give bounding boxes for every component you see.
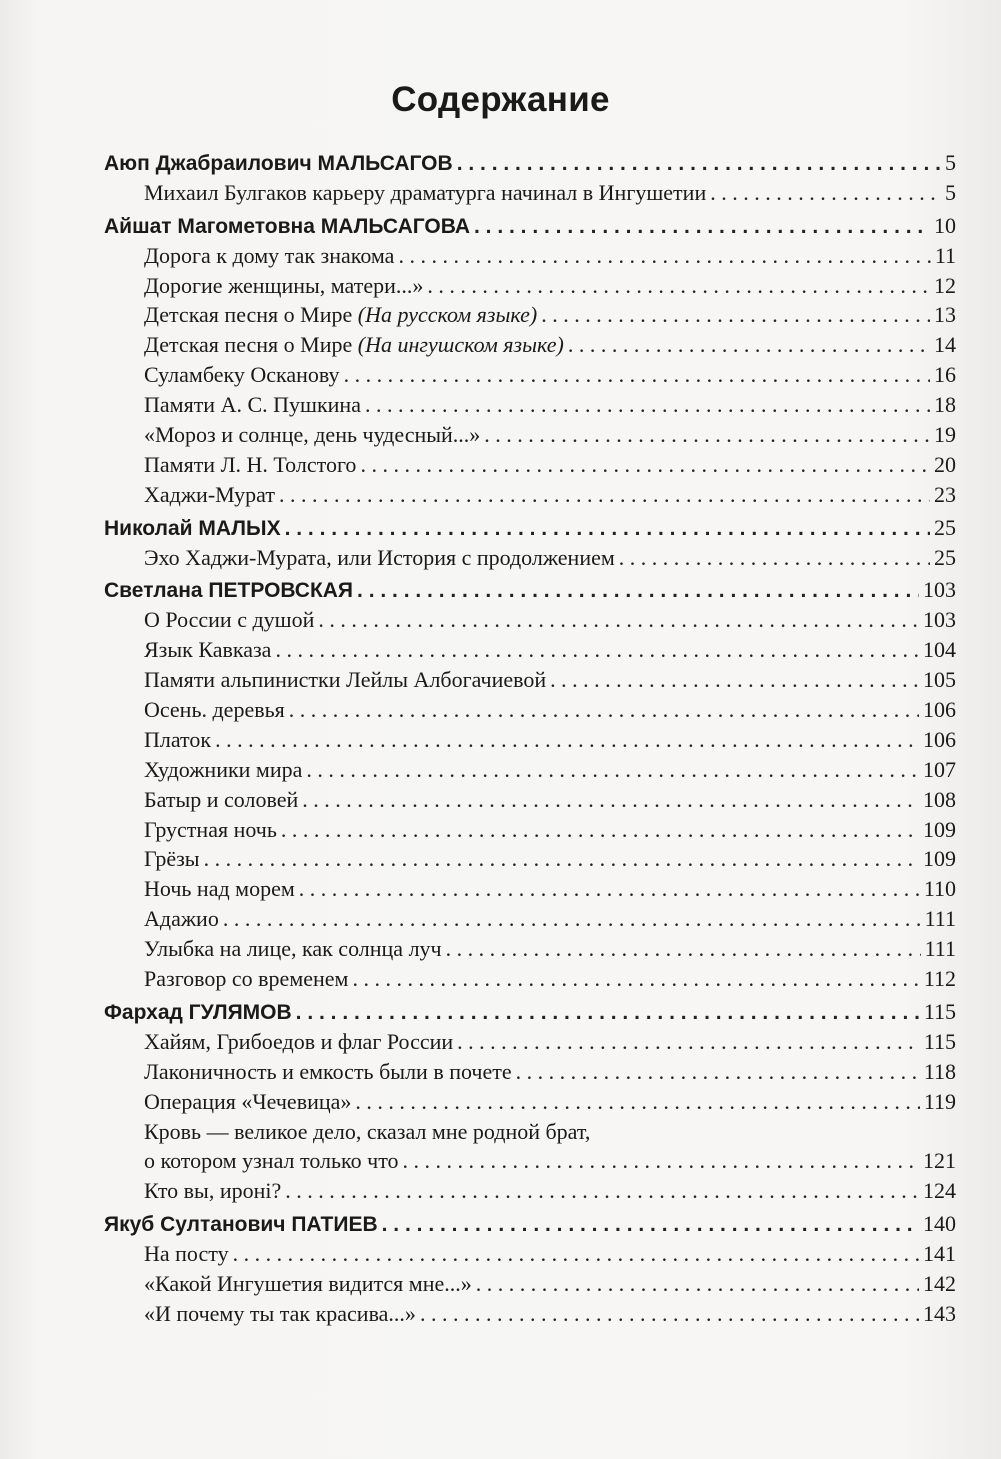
toc-entry-text: Дорогие женщины, матери...» [144, 272, 424, 298]
dot-leader [619, 543, 930, 573]
toc-page-number: 5 [945, 150, 956, 175]
toc-entry-text: Памяти А. С. Пушкина [144, 392, 361, 418]
toc-entry-title [104, 576, 353, 605]
toc-page-number: 5 [945, 179, 956, 205]
toc-entry-text: Адажио [144, 906, 219, 932]
toc-work-entry [104, 785, 956, 815]
toc-work-entry [104, 450, 956, 480]
toc-page-number: 109 [923, 816, 956, 842]
toc-entry-title [144, 360, 340, 390]
toc-page-number: 142 [923, 1270, 956, 1296]
toc-entry-title [104, 212, 470, 241]
toc-page-number: 25 [934, 544, 956, 570]
toc-page-number: 19 [934, 422, 956, 448]
toc-work-entry [104, 178, 956, 208]
toc-entry-text: Улыбка на лице, как солнца луч [144, 936, 442, 962]
toc-page-number: 10 [934, 212, 956, 238]
dot-leader [550, 665, 919, 695]
toc-entry-title [104, 1210, 378, 1239]
toc-entry-title [144, 480, 275, 510]
toc-entry-title [144, 695, 285, 725]
dot-leader [446, 934, 921, 964]
toc-work-entry [104, 420, 956, 450]
toc-entry-title [144, 450, 356, 480]
dot-leader [285, 1176, 919, 1206]
toc-entry-title [144, 420, 480, 450]
toc-entry-title [144, 1269, 472, 1299]
toc-work-entry [104, 390, 956, 420]
toc-entry-title [104, 998, 292, 1027]
toc-page-number: 25 [934, 514, 956, 540]
toc-page-number: 143 [923, 1300, 956, 1326]
toc-entry-title [144, 934, 442, 964]
toc-entry-title [144, 1146, 399, 1176]
toc-entry-text: Разговор со временем [144, 966, 349, 992]
toc-page-number: 106 [923, 726, 956, 752]
dot-leader [215, 725, 919, 755]
toc-entry-text: «Мороз и солнце, день чудесный...» [144, 422, 481, 448]
toc-work-entry [104, 543, 956, 573]
toc-page-number: 11 [934, 242, 956, 268]
toc-work-entry [104, 241, 956, 271]
toc-entry-title [144, 874, 295, 904]
toc-entry-text: Батыр и соловей [144, 786, 299, 812]
dot-leader [302, 785, 919, 815]
toc-entry-title [144, 755, 302, 785]
toc-work-entry [104, 934, 956, 964]
toc-work-entry [104, 635, 956, 665]
dot-leader [355, 1087, 919, 1117]
toc-entry-title [104, 514, 281, 543]
dot-leader [541, 300, 930, 330]
toc-entry-title [104, 149, 453, 178]
toc-work-entry [104, 1239, 956, 1269]
toc-work-entry [104, 605, 956, 635]
toc-entry-title [144, 904, 219, 934]
toc-entry-text: Михаил Булгаков карьеру драматурга начинал в Ингушетии [144, 179, 707, 205]
toc-entry-text: Якуб Султанович ПАТИЕВ [104, 1213, 378, 1237]
toc-entry-title [144, 241, 394, 271]
toc-entry-text: Хайям, Грибоедов и флаг России [144, 1028, 454, 1054]
toc-entry-title [144, 178, 706, 208]
toc-page-number: 16 [934, 362, 956, 388]
toc-page-number: 111 [924, 936, 956, 962]
toc-entry-title [144, 300, 537, 330]
dot-leader [204, 844, 919, 874]
toc-entry-text: Детская песня о Мире [144, 332, 358, 358]
toc-page-number: 104 [923, 637, 956, 663]
toc-entry-text: Кровь — великое дело, сказал мне родной брат, [144, 1118, 591, 1144]
toc-work-entry [104, 725, 956, 755]
toc-entry-text: Фархад ГУЛЯМОВ [104, 1000, 292, 1024]
dot-leader [568, 330, 930, 360]
dot-leader [352, 964, 919, 994]
toc-entry-title [144, 635, 271, 665]
toc-page-number: 14 [934, 332, 956, 358]
toc-entry-text: Памяти Л. Н. Толстого [144, 451, 357, 477]
toc-entry-note: (На ингушском языке) [357, 332, 564, 358]
toc-entry-text: Николай МАЛЫХ [104, 516, 281, 540]
toc-entry-text: Грёзы [144, 846, 200, 872]
toc-entry-text: о котором узнал только что [144, 1148, 399, 1174]
toc-page-number: 12 [934, 272, 956, 298]
toc-work-entry [104, 695, 956, 725]
toc-entry-title [144, 1299, 416, 1329]
dot-leader [318, 605, 919, 635]
toc-entry-text: Айшат Магометовна МАЛЬСАГОВА [104, 214, 470, 238]
dot-leader [289, 695, 919, 725]
dot-leader [275, 635, 919, 665]
dot-leader [360, 450, 930, 480]
toc-work-entry [104, 665, 956, 695]
toc-work-entry [104, 874, 956, 904]
toc-entry-text: «И почему ты так красива...» [144, 1300, 416, 1326]
toc-work-entry [104, 964, 956, 994]
dot-leader [427, 271, 930, 301]
toc-page-number: 108 [923, 786, 956, 812]
toc-work-entry [104, 1299, 956, 1329]
dot-leader [484, 420, 930, 450]
toc-page-number: 111 [924, 906, 956, 932]
toc-entry-title [144, 964, 348, 994]
toc-page-number: 119 [923, 1088, 956, 1114]
toc-author-entry [104, 1209, 956, 1239]
toc-page-number: 103 [923, 607, 956, 633]
toc-page-number: 118 [923, 1058, 956, 1084]
toc-author-entry [104, 575, 956, 605]
toc-work-entry [104, 904, 956, 934]
toc-entry-title [144, 543, 615, 573]
toc-entry-text: Суламбеку Осканову [144, 362, 340, 388]
toc-entry-text: Светлана ПЕТРОВСКАЯ [104, 579, 354, 603]
dot-leader [403, 1146, 919, 1176]
toc-entry-text: Эхо Хаджи-Мурата, или История с продолжением [144, 544, 615, 570]
dot-leader [223, 904, 921, 934]
toc-entry-title [144, 1057, 512, 1087]
toc-work-entry [104, 330, 956, 360]
toc-entry-text: Художники мира [144, 756, 303, 782]
dot-leader [516, 1057, 920, 1087]
toc-work-entry [104, 1117, 956, 1147]
dot-leader [710, 178, 941, 208]
dot-leader [476, 1269, 919, 1299]
dot-leader [357, 576, 919, 605]
dot-leader [474, 212, 930, 241]
toc-entry-title [144, 1027, 453, 1057]
toc-entry-text: Кто вы, ироні? [144, 1178, 282, 1204]
toc-entry-text: Хаджи-Мурат [144, 481, 275, 507]
toc-entry-title [144, 1176, 281, 1206]
toc-entry-text: «Какой Ингушетия видится мне...» [144, 1270, 472, 1296]
toc-entry-title [144, 725, 211, 755]
page-title: Содержание [391, 80, 610, 119]
toc-work-entry [104, 271, 956, 301]
dot-leader [344, 360, 930, 390]
toc-work-entry [104, 300, 956, 330]
toc-entry-text: Платок [144, 726, 212, 752]
toc-work-entry [104, 1027, 956, 1057]
toc-author-entry [104, 148, 956, 178]
dot-leader [296, 998, 920, 1027]
toc-page-number: 115 [923, 998, 956, 1024]
toc-entry-text: Операция «Чечевица» [144, 1088, 352, 1114]
toc-work-entry [104, 1057, 956, 1087]
toc-page-number: 20 [934, 451, 956, 477]
dot-leader [420, 1299, 919, 1329]
toc-page-number: 109 [923, 846, 956, 872]
toc-entry-note: (На русском языке) [357, 302, 538, 328]
dot-leader [279, 480, 930, 510]
dot-leader [281, 815, 919, 845]
toc-page-number: 13 [934, 302, 956, 328]
toc-entry-title [144, 605, 314, 635]
toc-entry-text: Осень. деревья [144, 697, 285, 723]
toc-page-number: 18 [934, 392, 956, 418]
dot-leader [457, 149, 941, 178]
toc-entry-title [144, 330, 564, 360]
toc-entry-text: Дорога к дому так знакома [144, 242, 395, 268]
toc-entry-text: О России с душой [144, 607, 315, 633]
toc-entry-text: Ночь над морем [144, 876, 295, 902]
toc-entry-text: Грустная ночь [144, 816, 277, 842]
toc-entry-text: Аюп Джабраилович МАЛЬСАГОВ [104, 152, 453, 175]
toc-entry-title [144, 785, 298, 815]
toc-entry-text: Лаконичность и емкость были в почете [144, 1058, 512, 1084]
toc-page-number: 103 [923, 577, 956, 603]
toc-work-entry [104, 360, 956, 390]
toc-work-entry [104, 1176, 956, 1206]
dot-leader [382, 1210, 919, 1239]
toc-work-entry [104, 1087, 956, 1117]
toc-author-entry [104, 513, 956, 543]
toc-work-entry [104, 1146, 956, 1176]
dot-leader [299, 874, 920, 904]
toc-page-number: 141 [923, 1241, 956, 1267]
dot-leader [365, 390, 930, 420]
toc-entry-title [144, 1239, 229, 1269]
toc-work-entry [104, 815, 956, 845]
toc-author-entry [104, 211, 956, 241]
toc-work-entry [104, 1269, 956, 1299]
toc-page-number: 106 [923, 697, 956, 723]
toc-work-entry [104, 755, 956, 785]
toc-entry-title [144, 1117, 590, 1147]
toc-entry-text: На посту [144, 1241, 229, 1267]
dot-leader [398, 241, 930, 271]
toc-entry-title [144, 815, 277, 845]
toc-page-number: 105 [923, 667, 956, 693]
toc-work-entry [104, 844, 956, 874]
toc-page-number: 107 [923, 756, 956, 782]
toc-entry-text: Язык Кавказа [144, 637, 272, 663]
toc-entry-title [144, 665, 546, 695]
toc-work-entry [104, 480, 956, 510]
dot-leader [233, 1239, 919, 1269]
dot-leader [285, 514, 930, 543]
table-of-contents [104, 145, 956, 1329]
toc-page-number: 124 [923, 1178, 956, 1204]
toc-page-number: 115 [923, 1028, 956, 1054]
toc-entry-title [144, 390, 361, 420]
toc-page-number: 110 [923, 876, 956, 902]
dot-leader [306, 755, 919, 785]
toc-entry-title [144, 844, 200, 874]
toc-page-number: 23 [934, 481, 956, 507]
toc-page-number: 140 [923, 1211, 956, 1237]
toc-entry-text: Памяти альпинистки Лейлы Албогачиевой [144, 667, 547, 693]
toc-page-number: 121 [923, 1148, 956, 1174]
toc-entry-title [144, 1087, 351, 1117]
toc-page-number: 112 [923, 966, 956, 992]
toc-entry-title [144, 271, 423, 301]
toc-entry-text: Детская песня о Мире [144, 302, 358, 328]
toc-author-entry [104, 997, 956, 1027]
dot-leader [457, 1027, 920, 1057]
